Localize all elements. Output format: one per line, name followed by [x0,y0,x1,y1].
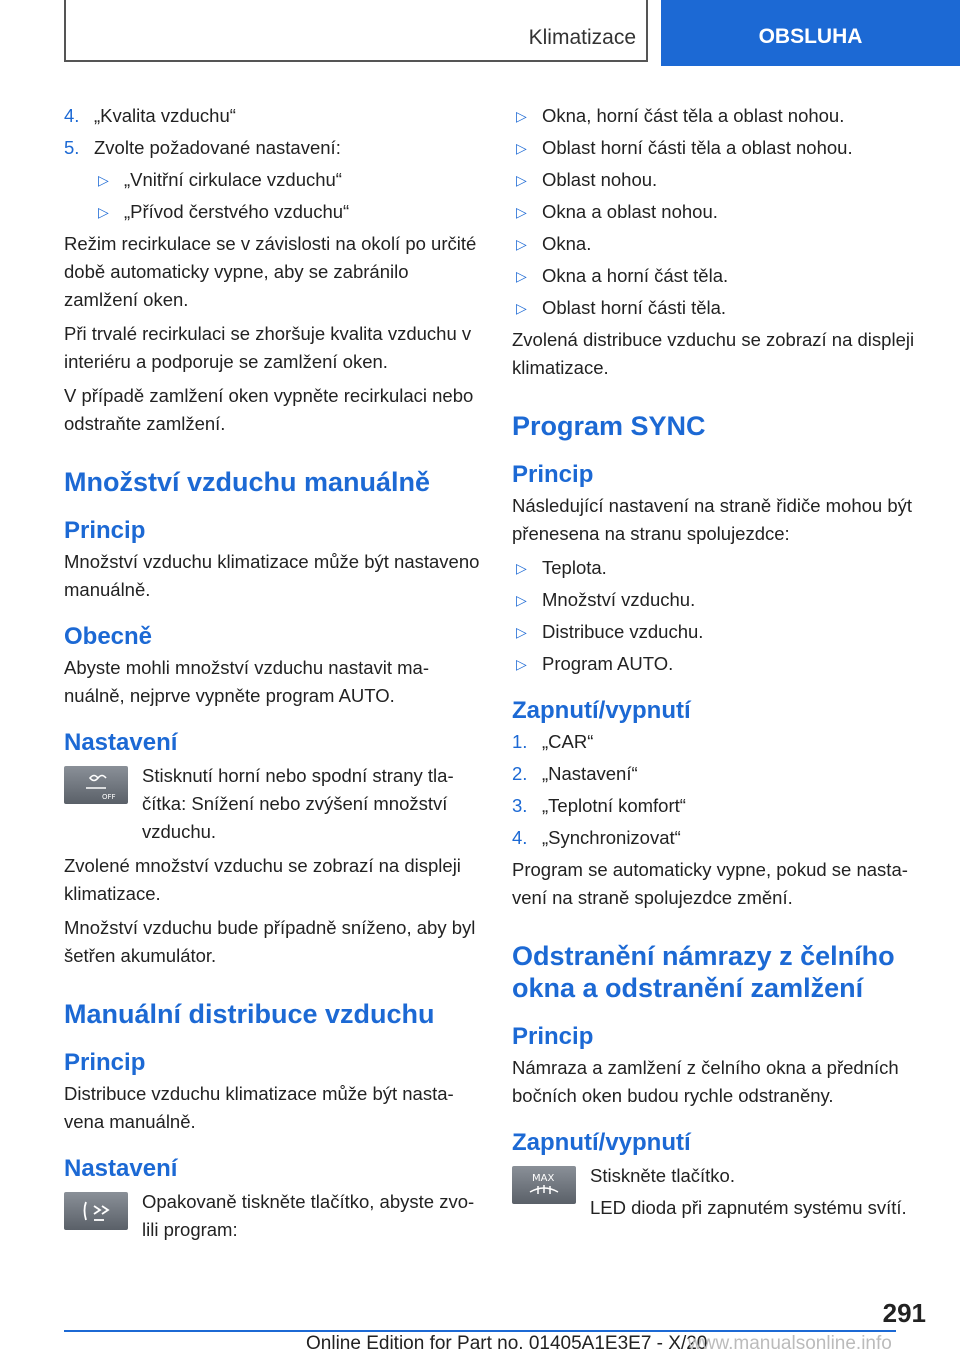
subsection-heading: Zapnutí/vypnutí [512,1129,691,1156]
fan-button-icon [64,766,128,804]
paragraph: Námraza a zamlžení z čelního okna a předních bočních oken budou rychle odstraněny. [512,1057,899,1106]
paragraph: LED dioda při zapnutém systému svítí. [590,1197,907,1218]
bullet-text: Oblast nohou. [542,169,658,190]
list-item [512,728,930,756]
subsection-heading: Princip [64,1049,146,1076]
numbered-list [512,728,930,852]
paragraph: Program se automaticky vypne, pokud se nastavení na straně spolujezdce změní. [512,859,908,908]
triangle-bullet-icon: ▷ [516,108,527,124]
bullet-item [512,166,930,194]
triangle-bullet-icon: ▷ [516,592,527,608]
paragraph: Množství vzduchu klimatizace může být nastaveno manuálně. [64,551,480,600]
air-distribution-button-icon [64,1192,128,1230]
off-label: OFF [102,793,116,801]
list-item [64,102,482,130]
bullet-text: Teplota. [542,557,607,578]
subsection-heading: Nastavení [64,729,178,756]
max-defrost-button-icon [512,1166,576,1204]
list-number: 5. [64,137,80,158]
subsection-heading: Nastavení [64,1155,178,1182]
triangle-bullet-icon: ▷ [516,268,527,284]
bullet-text: Oblast horní části těla a oblast nohou. [542,137,853,158]
bullet-text: Okna, horní část těla a oblast nohou. [542,105,845,126]
bullet-item [64,166,482,194]
list-item-text: „Synchronizovat“ [542,827,681,848]
section-heading: Odstranění námrazy z čelního okna a odstranění zamlžení [512,941,895,1003]
triangle-bullet-icon: ▷ [516,656,527,672]
paragraph: Při trvalé recirkulaci se zhoršuje kvalita vzduchu v interiéru a podporuje se zamlžení oken. [64,323,472,372]
triangle-bullet-icon: ▷ [516,300,527,316]
triangle-bullet-icon: ▷ [516,236,527,252]
bullet-text: „Vnitřní cirkulace vzduchu“ [124,169,342,190]
chapter-tab: OBSLUHA [661,0,960,66]
icon-instruction [64,762,482,846]
subsection-heading: Zapnutí/vypnutí [512,697,691,724]
subsection-heading: Princip [512,1023,594,1050]
bullet-item [512,198,930,226]
subsection-heading: Obecně [64,623,153,650]
section-heading: Množství vzduchu manuálně [64,467,431,497]
icon-text [590,1162,907,1226]
triangle-bullet-icon: ▷ [98,172,109,188]
list-item [64,134,482,162]
list-number: 4. [512,827,528,848]
list-item [512,760,930,788]
paragraph: Stiskněte tlačítko. [590,1165,735,1186]
bullet-item [512,230,930,258]
triangle-bullet-icon: ▷ [516,624,527,640]
bullet-item [64,198,482,226]
paragraph: Zvolená distribuce vzduchu se zobrazí na displeji klimatizace. [512,329,915,378]
bullet-list [512,102,930,322]
list-item-text: „Nastavení“ [542,763,638,784]
triangle-bullet-icon: ▷ [516,172,527,188]
subsection-heading: Princip [512,461,594,488]
bullet-item [512,262,930,290]
paragraph: Následující nastavení na straně řidiče mohou být přenesena na stranu spolujezdce: [512,495,913,544]
footer-divider [64,1330,896,1332]
paragraph: Zvolené množství vzduchu se zobrazí na displeji klimatizace. [64,855,461,904]
bullet-text: Oblast horní části těla. [542,297,727,318]
paragraph: Režim recirkulace se v závislosti na okolí po určité době automaticky vypne, aby se zabránilo zamlžení oken. [64,233,477,310]
left-column [64,102,482,1250]
page-number: 291 [882,1298,926,1328]
bullet-text: „Přívod čerstvého vzduchu“ [124,201,350,222]
bullet-item [512,618,930,646]
list-number: 3. [512,795,528,816]
section-heading: Program SYNC [512,411,706,441]
watermark: www.manualsonline.info [688,1333,892,1354]
icon-text: Opakovaně tiskněte tlačítko, abyste zvolili program: [142,1191,475,1240]
paragraph: V případě zamlžení oken vypněte recirkulaci nebo odstraňte zamlžení. [64,385,474,434]
bullet-text: Distribuce vzduchu. [542,621,704,642]
page-header [64,0,960,66]
section-heading: Manuální distribuce vzduchu [64,999,435,1029]
bullet-text: Okna. [542,233,592,254]
list-number: 2. [512,763,528,784]
bullet-item [512,294,930,322]
paragraph: Distribuce vzduchu klimatizace může být nastavena manuálně. [64,1083,454,1132]
icon-instruction [512,1162,930,1226]
bullet-text: Program AUTO. [542,653,674,674]
bullet-list [512,554,930,678]
paragraph: Množství vzduchu bude případně sníženo, aby byl šetřen akumulátor. [64,917,476,966]
icon-instruction [64,1188,482,1244]
right-column [512,102,930,1232]
subsection-heading: Princip [64,517,146,544]
list-number: 1. [512,731,528,752]
triangle-bullet-icon: ▷ [516,204,527,220]
triangle-bullet-icon: ▷ [98,204,109,220]
bullet-text: Množství vzduchu. [542,589,696,610]
bullet-item [512,102,930,130]
bullet-item [512,134,930,162]
list-item-text: „Kvalita vzduchu“ [94,105,236,126]
bullet-item [512,650,930,678]
footer-edition: Online Edition for Part no. 01405A1E3E7 - X/20 [306,1333,708,1354]
paragraph: Abyste mohli množství vzduchu nastavit manuálně, nejprve vypněte program AUTO. [64,657,430,706]
bullet-text: Okna a oblast nohou. [542,201,718,222]
bullet-item [512,586,930,614]
bullet-item [512,554,930,582]
triangle-bullet-icon: ▷ [516,560,527,576]
max-label: MAX [532,1173,555,1184]
triangle-bullet-icon: ▷ [516,140,527,156]
bullet-text: Okna a horní část těla. [542,265,729,286]
list-item [512,792,930,820]
list-item-text: „CAR“ [542,731,594,752]
section-title: Klimatizace [528,26,636,49]
list-item [512,824,930,852]
icon-text: Stisknutí horní nebo spodní strany tlačítka: Snížení nebo zvýšení množství vzduchu. [142,765,454,842]
list-item-text: „Teplotní komfort“ [542,795,686,816]
list-item-text: Zvolte požadované nastavení: [94,137,341,158]
list-number: 4. [64,105,80,126]
